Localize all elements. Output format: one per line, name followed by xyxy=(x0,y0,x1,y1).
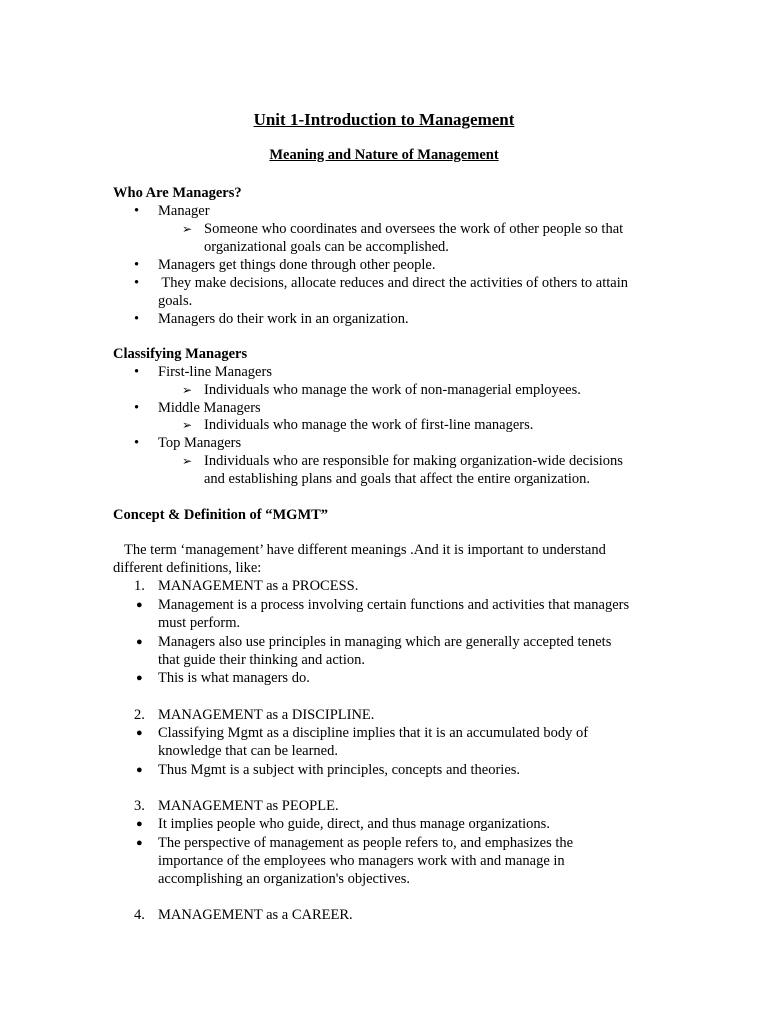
list-item: Managers get things done through other people. xyxy=(158,257,436,273)
dot-bullet-icon: ● xyxy=(136,636,143,648)
document-title: Unit 1-Introduction to Management xyxy=(253,110,515,129)
sub-list-item: Individuals who are responsible for making organization-wide decisions xyxy=(204,453,623,469)
list-item: Classifying Mgmt as a discipline implies that it is an accumulated body of xyxy=(158,725,589,741)
list-item: Middle Managers xyxy=(158,400,261,416)
bullet-icon: • xyxy=(134,275,140,291)
dot-bullet-icon: ● xyxy=(136,599,143,611)
dot-bullet-icon: ● xyxy=(136,837,143,849)
list-number: 2. xyxy=(134,707,145,723)
bullet-icon: • xyxy=(134,311,140,327)
list-item-continued: goals. xyxy=(158,293,193,309)
list-item-continued: importance of the employees who managers work with and manage in xyxy=(158,853,565,869)
list-item: Managers also use principles in managing which are generally accepted tenets xyxy=(158,634,612,650)
bullet-icon: • xyxy=(134,203,140,219)
sub-list-item-continued: and establishing plans and goals that affect the entire organization. xyxy=(204,471,591,487)
list-item: Manager xyxy=(158,203,210,219)
bullet-icon: • xyxy=(134,435,140,451)
bullet-icon: • xyxy=(134,364,140,380)
sub-list-item: Someone who coordinates and oversees the work of other people so that xyxy=(204,221,624,237)
intro-paragraph-line: different definitions, like: xyxy=(113,560,262,576)
list-item-continued: that guide their thinking and action. xyxy=(158,652,365,668)
dot-bullet-icon: ● xyxy=(136,672,143,684)
list-item: Top Managers xyxy=(158,435,242,451)
document-subtitle: Meaning and Nature of Management xyxy=(269,147,499,163)
intro-paragraph-line: The term ‘management’ have different meanings .And it is important to understand xyxy=(124,542,606,558)
list-item: First-line Managers xyxy=(158,364,272,380)
numbered-item: MANAGEMENT as a CAREER. xyxy=(158,907,353,923)
sub-list-item: Individuals who manage the work of non-managerial employees. xyxy=(204,382,581,398)
list-item-continued: must perform. xyxy=(158,615,241,631)
list-item: Thus Mgmt is a subject with principles, concepts and theories. xyxy=(158,762,521,778)
list-number: 4. xyxy=(134,907,145,923)
list-item: They make decisions, allocate reduces and direct the activities of others to attain xyxy=(158,275,629,291)
list-number: 3. xyxy=(134,798,145,814)
numbered-item: MANAGEMENT as PEOPLE. xyxy=(158,798,339,814)
dot-bullet-icon: ● xyxy=(136,764,143,776)
section-heading-concept-definition: Concept & Definition of “MGMT” xyxy=(113,507,329,523)
arrow-bullet-icon: ➢ xyxy=(182,383,193,397)
arrow-bullet-icon: ➢ xyxy=(182,222,193,236)
sub-list-item: Individuals who manage the work of first-line managers. xyxy=(204,417,534,433)
dot-bullet-icon: ● xyxy=(136,727,143,739)
numbered-item: MANAGEMENT as a PROCESS. xyxy=(158,578,359,594)
bullet-icon: • xyxy=(134,400,140,416)
bullet-icon: • xyxy=(134,257,140,273)
arrow-bullet-icon: ➢ xyxy=(182,418,193,432)
list-item: The perspective of management as people refers to, and emphasizes the xyxy=(158,835,574,851)
list-item: Managers do their work in an organization. xyxy=(158,311,409,327)
list-item: This is what managers do. xyxy=(158,670,310,686)
list-item-continued: accomplishing an organization's objectives. xyxy=(158,871,411,887)
numbered-item: MANAGEMENT as a DISCIPLINE. xyxy=(158,707,375,723)
list-item: It implies people who guide, direct, and thus manage organizations. xyxy=(158,816,550,832)
list-number: 1. xyxy=(134,578,145,594)
list-item: Management is a process involving certain functions and activities that managers xyxy=(158,597,630,613)
list-item-continued: knowledge that can be learned. xyxy=(158,743,338,759)
dot-bullet-icon: ● xyxy=(136,818,143,830)
section-heading-who-are-managers: Who Are Managers? xyxy=(113,185,242,201)
section-heading-classifying-managers: Classifying Managers xyxy=(113,346,248,362)
sub-list-item-continued: organizational goals can be accomplished. xyxy=(204,239,449,255)
arrow-bullet-icon: ➢ xyxy=(182,454,193,468)
